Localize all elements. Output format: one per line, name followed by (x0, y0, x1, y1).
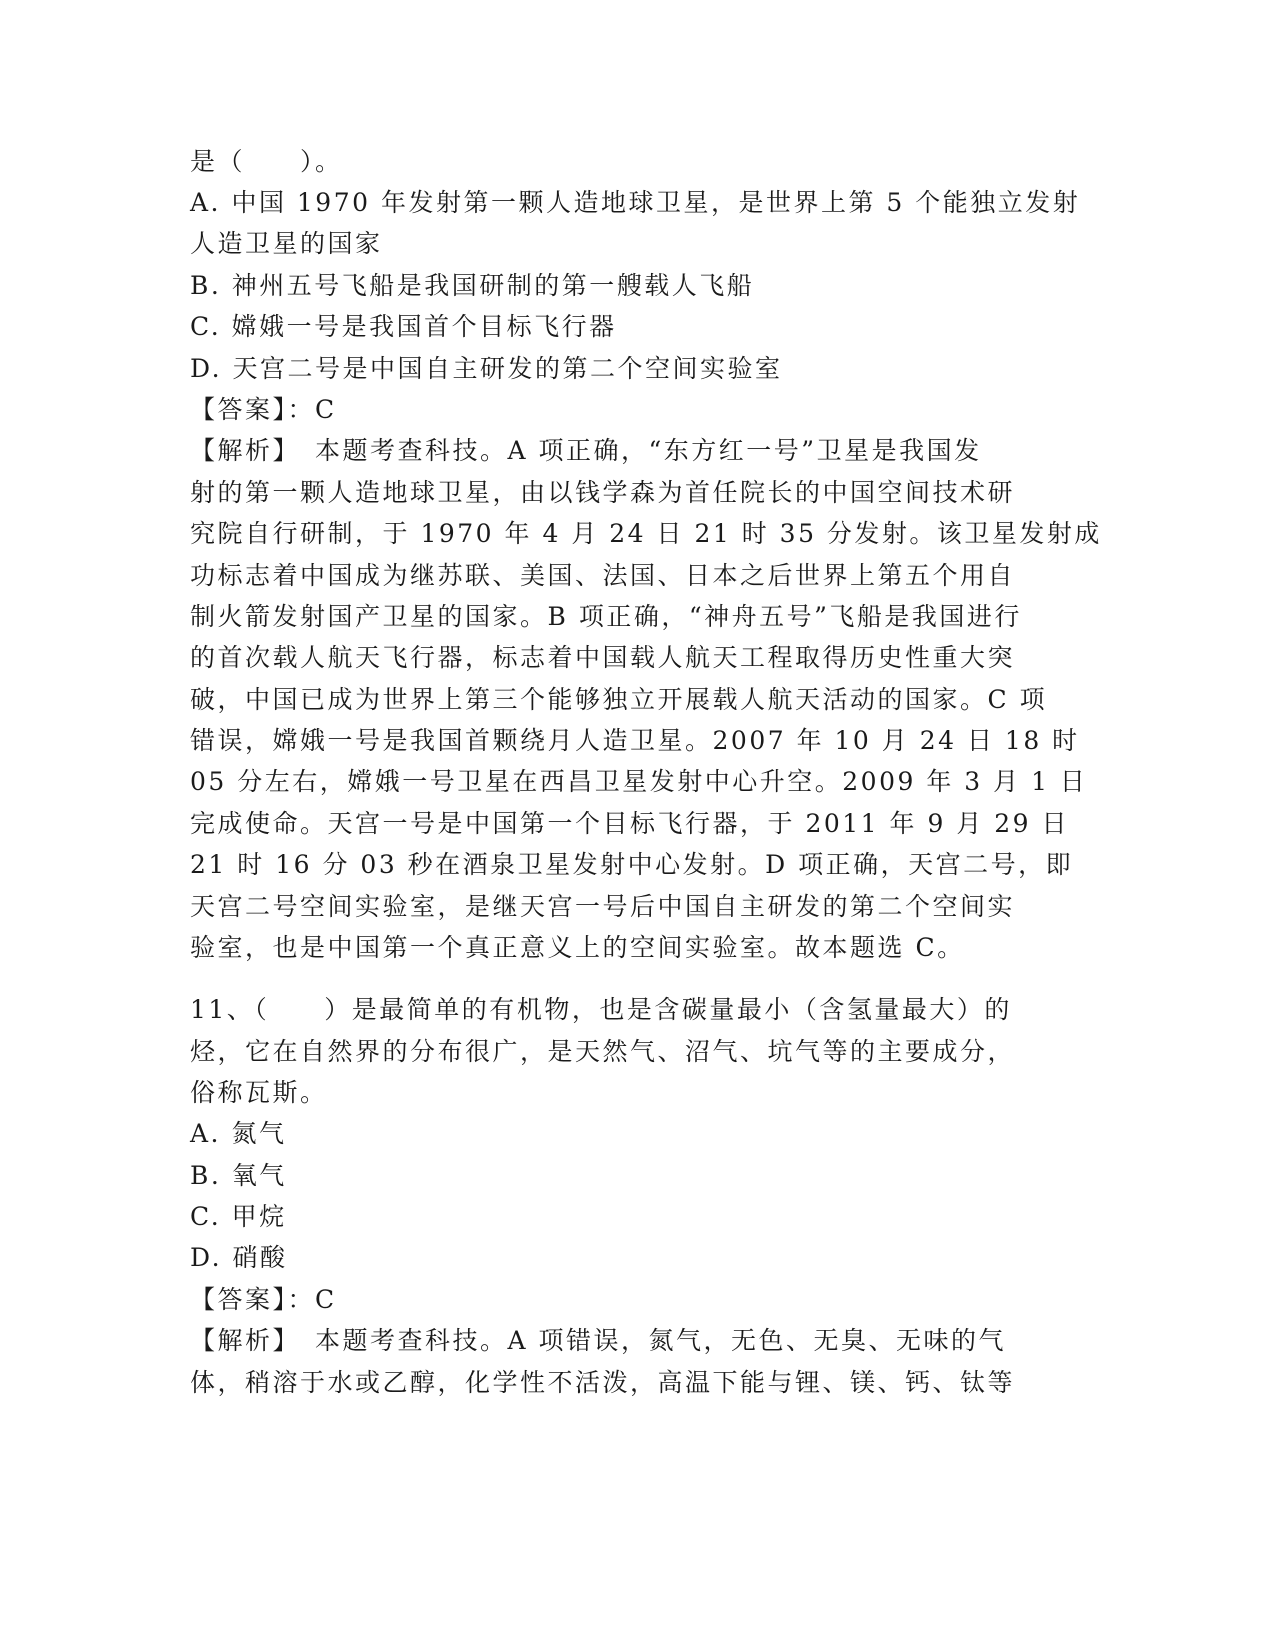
q10-analysis-line: 破，中国已成为世界上第三个能够独立开展载人航天活动的国家。C 项 (190, 685, 1048, 714)
q10-analysis-line: 【解析】 本题考查科技。A 项正确，“东方红一号”卫星是我国发 (190, 436, 982, 465)
q11-stem-line: 烃，它在自然界的分布很广，是天然气、沼气、坑气等的主要成分， (190, 1037, 1016, 1066)
q10-analysis-line: 射的第一颗人造地球卫星，由以钱学森为首任院长的中国空间技术研 (190, 478, 1016, 507)
q10-option-c: C. 嫦娥一号是我国首个目标飞行器 (190, 312, 617, 341)
q10-analysis-line: 05 分左右，嫦娥一号卫星在西昌卫星发射中心升空。2009 年 3 月 1 日 (190, 767, 1088, 796)
q11-option-a: A. 氮气 (190, 1119, 287, 1148)
q10-analysis-line: 错误，嫦娥一号是我国首颗绕月人造卫星。2007 年 10 月 24 日 18 时 (190, 726, 1080, 755)
q10-analysis-line: 完成使命。天宫一号是中国第一个目标飞行器，于 2011 年 9 月 29 日 (190, 809, 1070, 838)
q11-analysis-line: 体，稍溶于水或乙醇，化学性不活泼，高温下能与锂、镁、钙、钛等 (190, 1368, 1016, 1397)
q11-analysis-line: 【解析】 本题考查科技。A 项错误，氮气，无色、无臭、无味的气 (190, 1326, 1007, 1355)
q11-stem-line: 11、（ ）是最简单的有机物，也是含碳量最小（含氢量最大）的 (190, 995, 1012, 1024)
q11-stem-line: 俗称瓦斯。 (190, 1078, 328, 1107)
q11-option-b: B. 氧气 (190, 1161, 287, 1190)
q10-analysis-line: 21 时 16 分 03 秒在酒泉卫星发射中心发射。D 项正确，天宫二号，即 (190, 850, 1074, 879)
q10-analysis-line: 功标志着中国成为继苏联、美国、法国、日本之后世界上第五个用自 (190, 561, 1016, 590)
q10-analysis-line: 制火箭发射国产卫星的国家。B 项正确，“神舟五号”飞船是我国进行 (190, 602, 1022, 631)
q10-analysis-line: 的首次载人航天飞行器，标志着中国载人航天工程取得历史性重大突 (190, 643, 1016, 672)
q10-option-a-line1: A. 中国 1970 年发射第一颗人造地球卫星，是世界上第 5 个能独立发射 (190, 188, 1081, 217)
q10-analysis-line: 验室，也是中国第一个真正意义上的空间实验室。故本题选 C。 (190, 933, 965, 962)
q10-analysis-line: 天宫二号空间实验室，是继天宫一号后中国自主研发的第二个空间实 (190, 892, 1016, 921)
q10-option-a-line2: 人造卫星的国家 (190, 229, 383, 258)
q10-option-d: D. 天宫二号是中国自主研发的第二个空间实验室 (190, 354, 783, 383)
q11-option-d: D. 硝酸 (190, 1243, 288, 1272)
q10-analysis-line: 究院自行研制，于 1970 年 4 月 24 日 21 时 35 分发射。该卫星发射成 (190, 519, 1102, 548)
q11-option-c: C. 甲烷 (190, 1202, 287, 1231)
q10-answer: 【答案】：C (190, 395, 337, 424)
q10-stem-tail: 是（ ）。 (190, 147, 343, 176)
q10-option-b: B. 神州五号飞船是我国研制的第一艘载人飞船 (190, 271, 755, 300)
q11-answer: 【答案】：C (190, 1285, 337, 1314)
